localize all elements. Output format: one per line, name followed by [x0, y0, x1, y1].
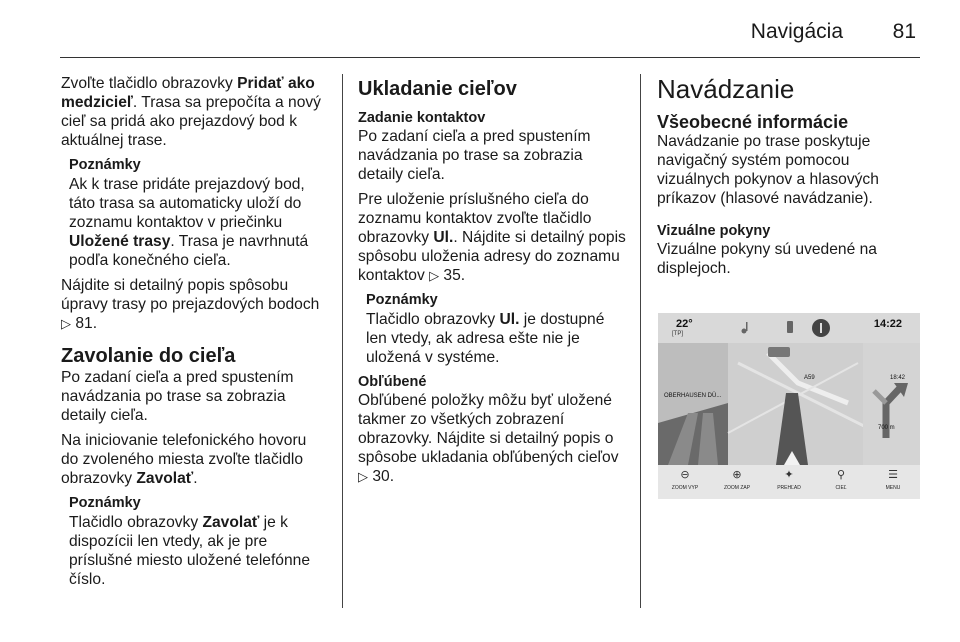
zoom-in-button[interactable]: ⊕ ZOOM ZAP: [723, 469, 751, 491]
column-1: [61, 74, 327, 595]
bold-add-waypoint: Pridať ako medzicieľ: [61, 75, 315, 111]
paragraph-call-button: Na iniciovanie telefonického hovoru do zvoleného miesta zvoľte tlačidlo obrazovky Zavolať.: [61, 432, 307, 487]
zoom-out-button[interactable]: ⊖ ZOOM VYP: [671, 469, 699, 491]
eta-readout: 18:42: [890, 375, 906, 381]
street-label: OBERHAUSEN DÜ...: [664, 393, 722, 399]
bold-call: Zavolať: [136, 470, 194, 487]
navigation-screen-image: [658, 313, 920, 499]
navigation-app-icon: [810, 317, 832, 339]
paragraph-route-edit: Nájdite si detailný popis spôsobu úpravy trasy po prejazdových bodoch ▷ 81.: [61, 277, 320, 332]
column-2: [358, 74, 628, 492]
temperature-readout: 22°: [676, 318, 693, 330]
destination-icon: ⚲: [836, 469, 846, 481]
zoom-in-icon: ⊕: [732, 469, 742, 481]
music-icon: [740, 320, 754, 334]
page-reference-link[interactable]: 81.: [75, 315, 98, 332]
heading-general-info: Všeobecné informácie: [657, 112, 849, 132]
paragraph-add-waypoint: Zvoľte tlačidlo obrazovky Pridať ako medzicieľ. Trasa sa prepočíta a nový cieľ sa pridá ako prejazdový bod k aktuálnej trase.: [61, 75, 321, 149]
paragraph-visual-instructions: Vizuálne pokyny sú uvedené na displejoch.: [657, 241, 877, 277]
column-divider-2: [640, 74, 641, 608]
reference-arrow-icon: ▷: [358, 469, 368, 484]
paragraph-general-info: Navádzanie po trase poskytuje navigačný systém pomocou vizuálnych pokynov a hlasových príkazov (hlasové navádzanie).: [657, 133, 879, 207]
overview-icon: ✦: [784, 469, 794, 481]
tp-indicator: [TP]: [672, 331, 684, 337]
note-save: Poznámky Tlačidlo obrazovky Ul. je dostupné len vtedy, ak adresa ešte nie je uložená v systéme.: [358, 291, 628, 367]
heading-call-destination: Zavolanie do cieľa: [61, 345, 236, 367]
destination-button[interactable]: ⚲ CIEĽ: [835, 469, 847, 491]
page-number: 81: [892, 20, 916, 43]
nav-status-bar: [658, 313, 920, 343]
column-divider-1: [342, 74, 343, 608]
heading-visual-instructions: Vizuálne pokyny: [657, 223, 771, 239]
road-label: A59: [804, 375, 815, 381]
reference-arrow-icon: ▷: [429, 268, 440, 283]
heading-save-destinations: Ukladanie cieľov: [358, 78, 517, 100]
note-title: Poznámky: [69, 495, 141, 511]
note-title: Poznámky: [366, 292, 438, 308]
zoom-out-icon: ⊖: [680, 469, 690, 481]
page-title: Navigácia: [750, 20, 843, 43]
nav-map: [658, 343, 920, 465]
bold-saved-routes: Uložené trasy: [69, 233, 171, 250]
column-3: [657, 74, 923, 284]
turn-distance: 700 m: [878, 425, 895, 431]
menu-button[interactable]: ☰ MENU: [885, 469, 901, 491]
overview-button[interactable]: ✦ PREHĽAD: [777, 469, 801, 491]
paragraph-favourites: Obľúbené položky môžu byť uložené takmer zo všetkých zobrazení obrazovky. Nájdite si detailný popis o spôsobe ukladania obľúbených cieľov ▷ 30.: [358, 392, 619, 485]
heading-contacts: Zadanie kontaktov: [358, 110, 486, 126]
paragraph-call-details: Po zadaní cieľa a pred spustením navádzania po trase sa zobrazia detaily cieľa.: [61, 369, 294, 424]
page-header: [0, 0, 960, 58]
note-title: Poznámky: [69, 157, 141, 173]
bold-save: Ul.: [499, 311, 520, 328]
paragraph-save-contact: Pre uloženie príslušného cieľa do zoznamu kontaktov zvoľte tlačidlo obrazovky Ul.. Nájdite si detailný popis spôsobu uloženia adresy do zoznamu kontaktov ▷ 35.: [358, 191, 626, 284]
note-waypoint: Poznámky Ak k trase pridáte prejazdový bod, táto trasa sa automaticky uloží do zoznamu kontaktov v priečinku Uložené trasy. Trasa je navrhnutá podľa konečného cieľa.: [61, 156, 327, 270]
map-graphic: [658, 343, 920, 465]
reference-arrow-icon: ▷: [61, 316, 71, 331]
note-call: Poznámky Tlačidlo obrazovky Zavolať je k dispozícii len vtedy, ak je pre príslušné miesto uložené telefónne číslo.: [61, 494, 327, 589]
bold-save: Ul.: [433, 229, 454, 246]
bold-call: Zavolať: [202, 514, 260, 531]
paragraph-contacts-details: Po zadaní cieľa a pred spustením navádzania po trase sa zobrazia detaily cieľa.: [358, 128, 591, 183]
heading-favourites: Obľúbené: [358, 374, 427, 390]
page-reference-link[interactable]: 30.: [372, 468, 395, 485]
phone-icon: [784, 320, 796, 334]
heading-guidance: Navádzanie: [657, 74, 795, 104]
nav-toolbar: [658, 465, 920, 499]
header-rule: [60, 57, 920, 58]
clock-readout: 14:22: [873, 318, 902, 330]
page-reference-link[interactable]: 35.: [443, 267, 466, 284]
menu-icon: ☰: [888, 469, 898, 481]
